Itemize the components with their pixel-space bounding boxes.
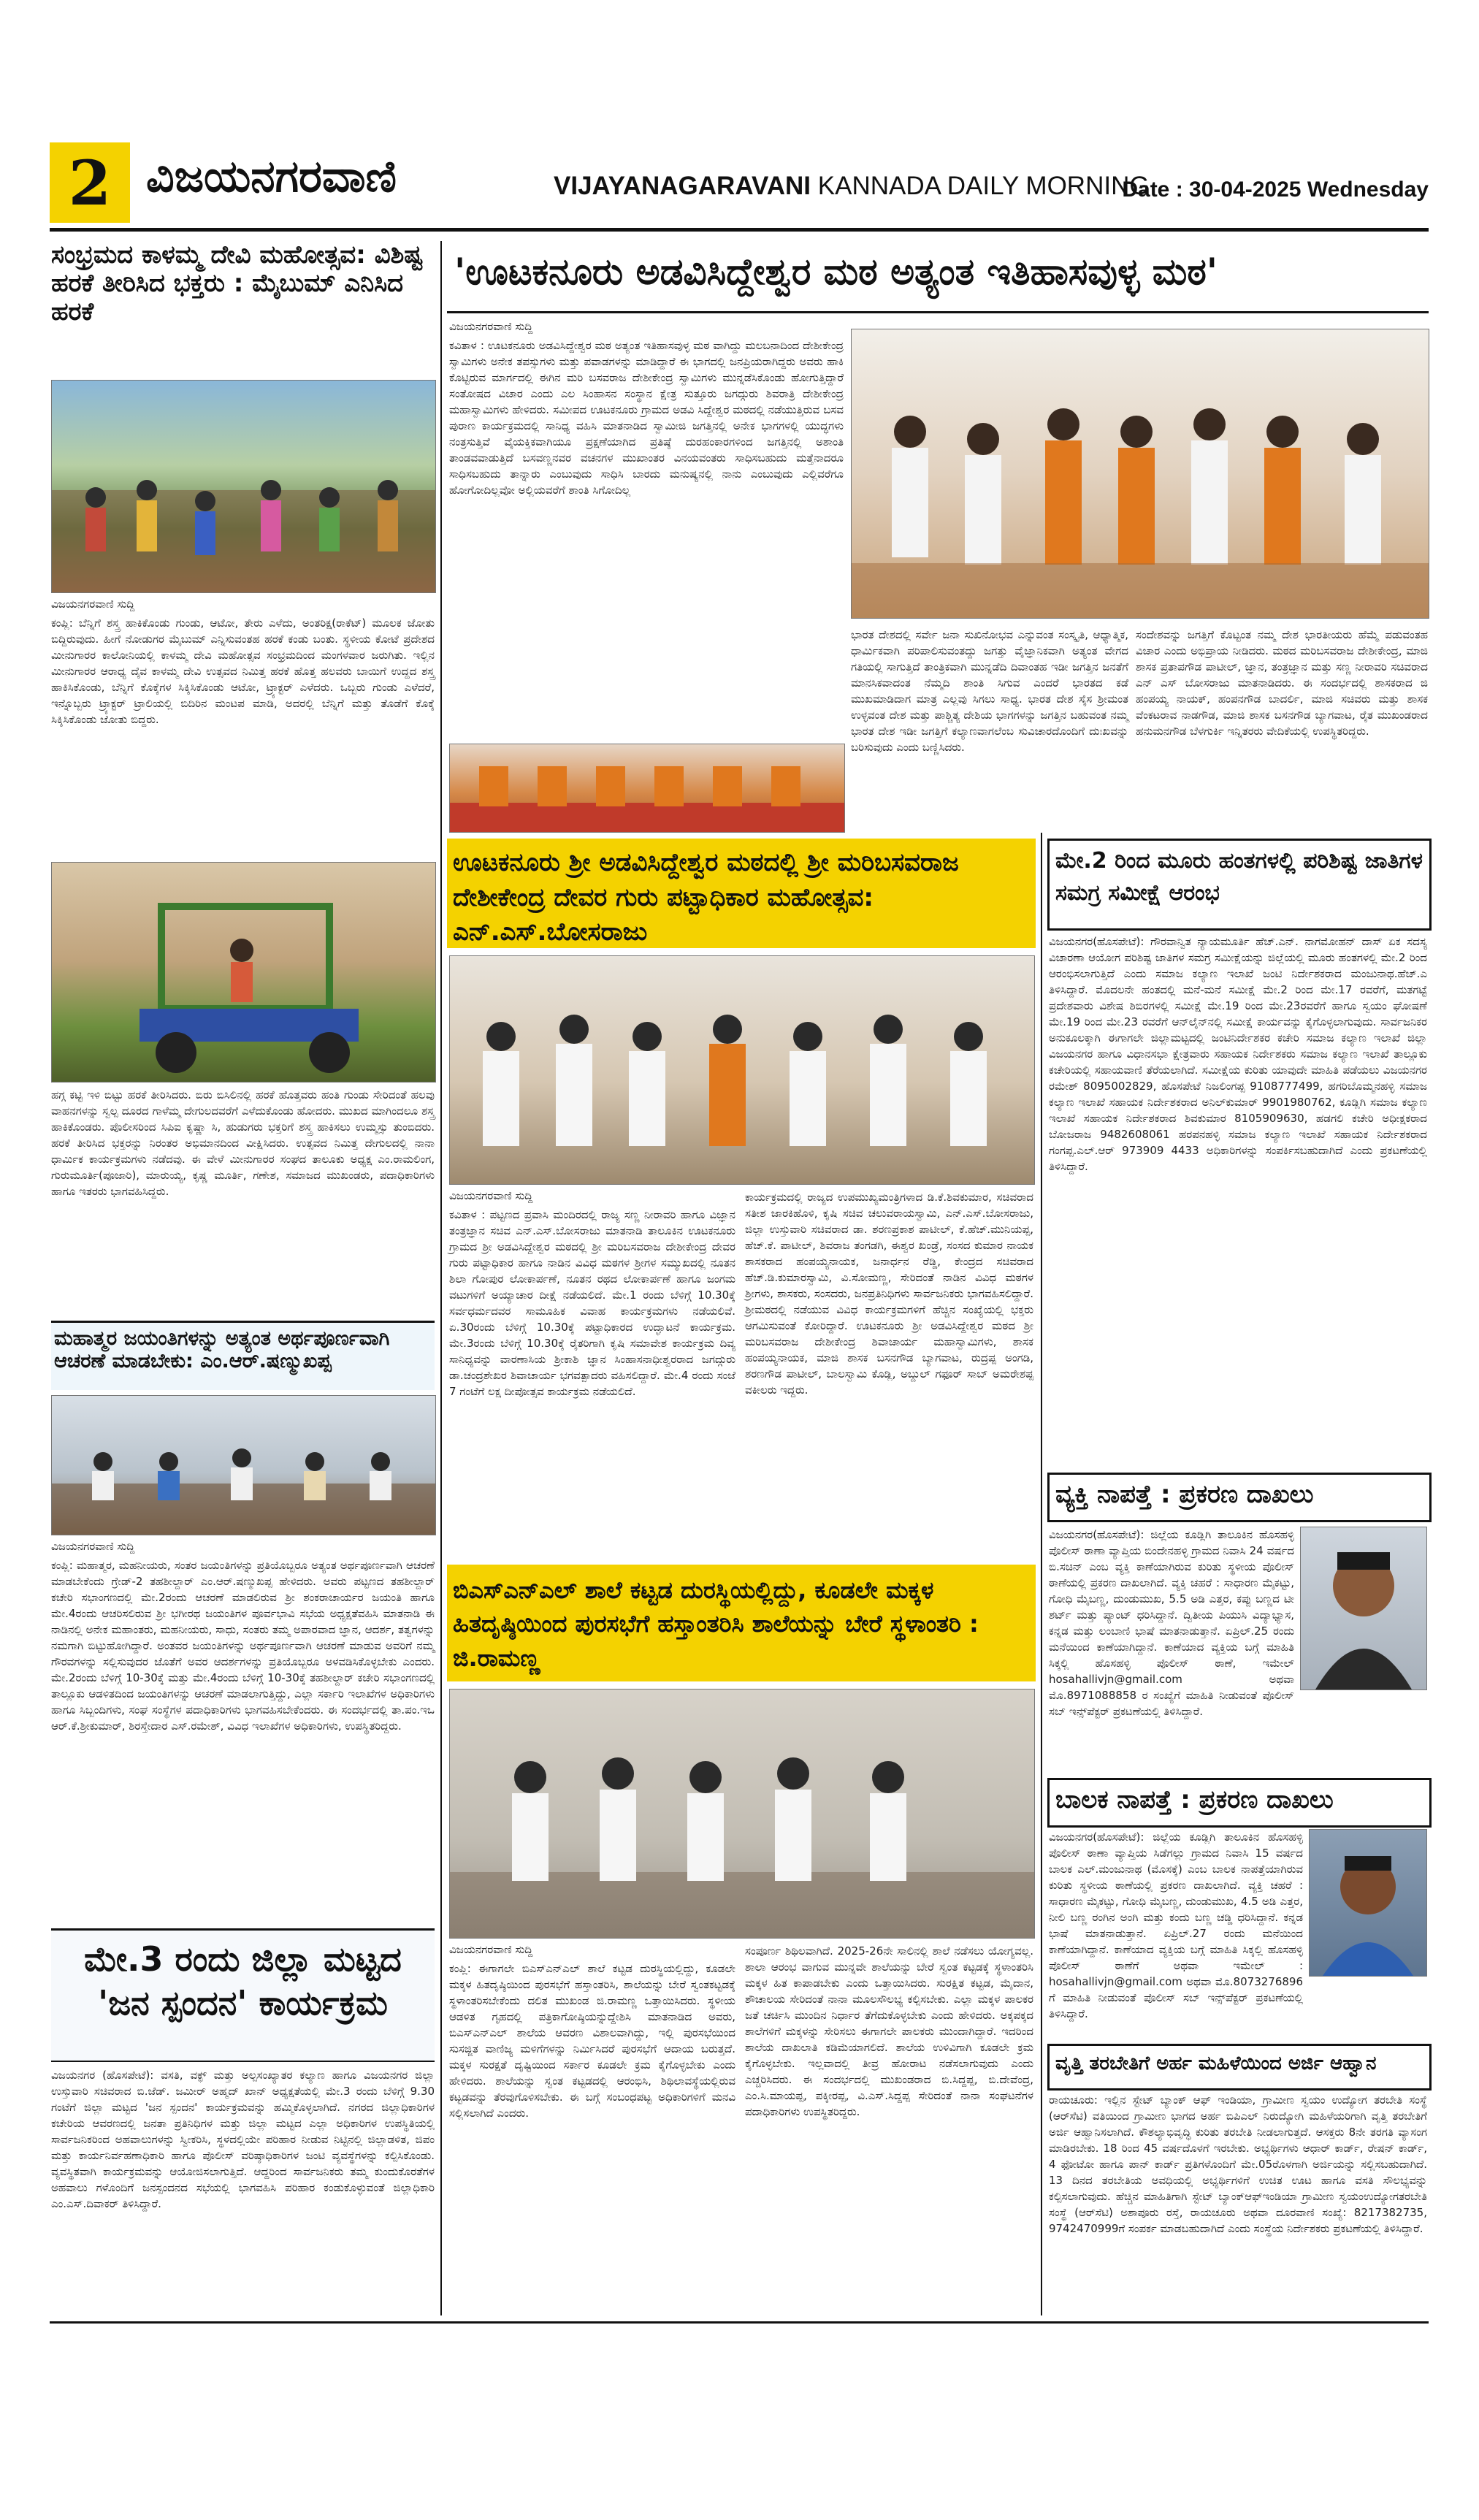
bsnl-photo [449,1689,1035,1939]
press-meet-illustration [450,1689,1034,1938]
stage-illustration [450,744,844,832]
kalamma-body: ಕಂಪ್ಲಿ: ಬೆನ್ನಿಗೆ ಶಸ್ತ್ರ ಹಾಕಿಕೊಂಡು ಗುಂಡು, ಆಟೋ, ತೇರು ಎಳೆದು, ಅಂತರಿಕ್ಷ(ರಾಕೆಟ್) ಮೂಲಕ ಜೋತು ಬಿದ್ದಿರುವುದು. ಹೀಗೆ ನೋಡುಗರ ಮೈಬುಮ್ ಎನ್ನಿಸುವಂತಹ ಹರಕೆ ಕಂಡು ಬಂತು. ಸ್ಥಳೀಯ ಕೋಟೆ ಪ್ರದೇಶದ ಮೀನುಗಾರರ ಕಾಲೋನಿಯಲ್ಲಿ ಕಾಳಮ್ಮ ದೇವಿ ಮಹೋತ್ಸವ ಸಂಭ್ರಮದಿಂದ ಮಂಗಳವಾರ ಜರುಗಿತು. ಇಲ್ಲಿನ ಮೀನುಗಾರರ ಆರಾಧ್ಯ ದೈವ ಕಾಳಮ್ಮ ದೇವಿ ಉತ್ಸವದ ನಿಮಿತ್ತ ಹರಕೆ ಹೊತ್ತ ಹಲವರು ಬಾಯಿಗೆ ಉದ್ದದ ಶಸ್ತ್ರ ಹಾಕಿಸಿಕೊಂಡು, ಬೆನ್ನಿಗೆ ಕೊಕ್ಕೆಗಳ ಸಿಕ್ಕಿಸಿಕೊಂಡು ಆಟೋ, ಟ್ರ್ಯಾಕ್ಟರ್ ಎಳೆದರು. ಒಬ್ಬರು ಗುಂಡು ಎಳೆದರೆ, ಇನ್ನೊಬ್ಬರು ಟ್ರ್ಯಾಕ್ಟರ್ ಟ್ರಾಲಿಯಲ್ಲಿ ಬಿದಿರಿನ ಮಂಟಪ ಮಾಡಿ, ಅದರಲ್ಲಿ ಬೆನ್ನಿಗೆ ಮತ್ತು ತೊಡೆಗೆ ಕೊಕ್ಕೆ ಸಿಕ್ಕಿಸಿಕೊಂಡು ಜೋತು ಬಿದ್ದರು. [51,616,435,726]
brand-english [554,172,1150,201]
column-divider-right [1041,833,1042,2315]
bsnl-byline: ವಿಜಯನಗರವಾಣಿ ಸುದ್ದಿ [449,1943,533,1956]
column-divider-left [440,241,442,2315]
issue-date: Date : 30-04-2025 Wednesday [1122,177,1429,202]
kalamma-body-continued: ಹಗ್ಗ ಕಟ್ಟಿ ಇಳಿ ಬಿಟ್ಟು ಹರಕೆ ತೀರಿಸಿದರು. ಬಿರು ಬಿಸಿಲಿನಲ್ಲಿ ಹರಕೆ ಹೊತ್ತವರು ಹಂತಿ ಗುಂಡು ಸೇರಿದಂತೆ ಹಲವು ವಾಹನಗಳನ್ನು ಸ್ವಲ್ಪ ದೂರದ ಗಾಳೆಮ್ಮ ದೇಗುಲದವರೆಗೆ ಎಳೆದುಕೊಂಡು ಹೋದರು. ಮುಖದ ಮಾಗಿಂದಲೂ ಶಸ್ತ್ರ ಹಾಕಿಕೊಂಡರು. ಪೊಲೀಸರಿಂದ ಸಿಪಿಐ ಕೃಷ್ಣಾ ಸಿ, ಹುಡುಗರು ಭಕ್ತರಿಗೆ ಶಸ್ತ್ರ ಹಾಕಿಸಲು ಉಮ್ಮಸ್ಸು ತುಂಬಿದರು. ಹರಕೆ ತೀರಿಸಿದ ಭಕ್ತರನ್ನು ನಿರಂತರ ಅಭಿಮಾನದಿಂದ ವೀಕ್ಷಿಸಿದರು. ಉತ್ಸವದ ನಿಮಿತ್ತ ದೇಗುಲದಲ್ಲಿ ನಾನಾ ಧಾರ್ಮಿಕ ಕಾರ್ಯಕ್ರಮಗಳು ನಡೆದವು. ಈ ವೇಳೆ ಮೀನುಗಾರರ ಸಂಘದ ತಾಲೂಕು ಅಧ್ಯಕ್ಷ ಎಂ.ರಾಮಲಿಂಗ, ಗುರುಮೂರ್ತಿ(ಪೂಜಾರಿ), ಮಾರುಯ್ಯ, ಕೃಷ್ಣ ಮೂರ್ತಿ, ಗಣೇಶ, ಸಮಾಜದ ಮುಖಂಡರು, ಪದಾಧಿಕಾರಿಗಳು ಹಾಗೂ ಇತರರು ಭಾಗವಹಿಸಿದ್ದರು. [51,1088,435,1198]
janaspandana-body: ವಿಜಯನಗರ (ಹೊಸಪೇಟೆ): ವಸತಿ, ವಕ್ಫ್ ಮತ್ತು ಅಲ್ಪಸಂಖ್ಯಾತರ ಕಲ್ಯಾಣ ಹಾಗೂ ವಿಜಯನಗರ ಜಿಲ್ಲಾ ಉಸ್ತುವಾರಿ ಸಚಿವರಾದ ಬಿ.ಜೆಡ್. ಜಮೀರ್ ಅಹ್ಮದ್ ಖಾನ್ ಅಧ್ಯಕ್ಷತೆಯಲ್ಲಿ ಮೇ.3 ರಂದು ಬೆಳಿಗ್ಗೆ 9.30 ಗಂಟೆಗೆ ಜಿಲ್ಲಾ ಮಟ್ಟದ 'ಜನ ಸ್ಪಂದನ' ಕಾರ್ಯಕ್ರಮವನ್ನು ಹಮ್ಮಿಕೊಳ್ಳಲಾಗಿದೆ. ನಗರದ ಜಿಲ್ಲಾಧಿಕಾರಿಗಳ ಕಚೇರಿಯ ಆವರಣದಲ್ಲಿ ಜನತಾ ಪ್ರತಿನಿಧಿಗಳ ಮತ್ತು ಜಿಲ್ಲಾ ಮಟ್ಟದ ಎಲ್ಲಾ ಅಧಿಕಾರಿಗಳ ಉಪಸ್ಥಿತಿಯಲ್ಲಿ ಸಾರ್ವಜನಿಕರಿಂದ ಅಹವಾಲುಗಳನ್ನು ಸ್ವೀಕರಿಸಿ, ಸ್ಥಳದಲ್ಲಿಯೇ ಪರಿಹಾರ ನೀಡುವ ನಿಟ್ಟಿನಲ್ಲಿ ಜಿಲ್ಲಾಡಳಿತ, ಜಿಪಂ ಮತ್ತು ಕಾರ್ಯನಿರ್ವಹಣಾಧಿಕಾರಿ ಹಾಗೂ ಪೊಲೀಸ್ ವರಿಷ್ಠಾಧಿಕಾರಿಗಳ ಜಂಟಿ ವ್ಯವಸ್ಥೆಗಳನ್ನು ಕಲ್ಪಿಸಿಕೊಂಡು. ವ್ಯವಸ್ಥಿತವಾಗಿ ಕಾರ್ಯಕ್ರಮವನ್ನು ಆಯೋಜಿಸಲಾಗುತ್ತಿದೆ. ಆದ್ದರಿಂದ ಸಾರ್ವಜನಿಕರು ತಮ್ಮ ಕುಂದುಕೊರತೆಗಳ ಅಹವಾಲು ಗಳೊಂದಿಗೆ ಜನಸ್ಪಂದನದ ಸಭೆಯಲ್ಲಿ ಭಾಗವಹಿಸಿ ಪರಿಹಾರ ಕಂಡುಕೊಳ್ಳುವಂತೆ ಜಿಲ್ಲಾಧಿಕಾರಿ ಎಂ.ಎಸ್.ದಿವಾಕರ್ ತಿಳಿಸಿದ್ದಾರೆ. [51,2069,435,2210]
missing-man-photo [1300,1527,1427,1690]
pattadhikara-photo [449,955,1035,1185]
missing-man-headline: ವ್ಯಕ್ತಿ ನಾಪತ್ತೆ : ಪ್ರಕರಣ ದಾಖಲು [1055,1480,1314,1509]
bsnl-body: ಕಂಪ್ಲಿ: ಈಗಾಗಲೇ ಬಿಎಸ್ಎನ್ಎಲ್ ಶಾಲೆ ಕಟ್ಟಡ ದುರಸ್ಥಿಯಲ್ಲಿದ್ದು, ಕೂಡಲೇ ಮಕ್ಕಳ ಹಿತದೃಷ್ಠಿಯಿಂದ ಪುರಸಭೆಗೆ ಹಸ್ತಾಂತರಿಸಿ, ಶಾಲೆಯನ್ನು ಬೇರೆ ಸ್ವಂತಕಟ್ಟಡಕ್ಕೆ ಸ್ಥಳಾಂತರಿಸಬೇಕೆಂದು ದಲಿತ ಮುಖಂಡ ಜಿ.ರಾಮಣ್ಣ ಒತ್ತಾಯಿಸಿದರು. ಸ್ಥಳೀಯ ಆಡಳಿತ ಗೃಹದಲ್ಲಿ ಪತ್ರಿಕಾಗೋಷ್ಠಿಯನ್ನುದ್ದೇಶಿಸಿ ಮಾತನಾಡಿದ ಅವರು, ಬಿಎಸ್ಎನ್ಎಲ್ ಶಾಲೆಯ ಆವರಣ ವಿಶಾಲವಾಗಿದ್ದು, ಇಲ್ಲಿ ಪುರಸಭೆಯಿಂದ ಸುಸಜ್ಜಿತ ವಾಣಿಜ್ಯ ಮಳಿಗೆಗಳನ್ನು ನಿರ್ಮಿಸಿದರೆ ಪುರಸಭೆಗೆ ಆದಾಯ ಬರುತ್ತದೆ. ಮಕ್ಕಳ ಸುರಕ್ಷತೆ ದೃಷ್ಟಿಯಿಂದ ಸರ್ಕಾರ ಕೂಡಲೇ ಕ್ರಮ ಕೈಗೊಳ್ಳಬೇಕು ಎಂದು ಹೇಳಿದರು. ಶಾಲೆಯನ್ನು ಸ್ವಂತ ಕಟ್ಟಡದಲ್ಲಿ ಆರಂಭಿಸಿ, ಶಿಥಿಲಾವಸ್ಥೆಯಲ್ಲಿರುವ ಕಟ್ಟಡವನ್ನು ತೆರವುಗೊಳಿಸಬೇಕು. ಈ ಬಗ್ಗೆ ಸಂಬಂಧಪಟ್ಟ ಅಧಿಕಾರಿಗಳಿಗೆ ಮನವಿ ಸಲ್ಲಿಸಲಾಗಿದೆ ಎಂದರು. [449,1962,735,2120]
brand-kannada: ವಿಜಯನಗರವಾಣಿ [146,151,397,202]
pattadhikara-byline: ವಿಜಯನಗರವಾಣಿ ಸುದ್ದಿ [449,1189,533,1202]
meeting-illustration [52,1396,435,1535]
person-icon [1301,1527,1426,1689]
training-body: ರಾಯಚೂರು: ಇಲ್ಲಿನ ಸ್ಟೇಟ್ ಬ್ಯಾಂಕ್ ಆಫ್ ಇಂಡಿಯಾ, ಗ್ರಾಮೀಣ ಸ್ವಯಂ ಉದ್ಯೋಗ ತರಬೇತಿ ಸಂಸ್ಥೆ (ಆರ್‌ಸೆಟಿ) ವತಿಯಿಂದ ಗ್ರಾಮೀಣ ಭಾಗದ ಅರ್ಹ ಬಿಪಿಎಲ್ ನಿರುದ್ಯೋಗಿ ಮಹಿಳೆಯರಿಗಾಗಿ ವೃತ್ತಿ ತರಬೇತಿಗೆ ಅರ್ಜಿ ಆಹ್ವಾನಿಸಲಾಗಿದೆ. ಕೌಶಲ್ಯಾಭಿವೃದ್ಧಿ ಕುರಿತು ತರಬೇತಿ ನೀಡಲಾಗುತ್ತದೆ. ಆಸಕ್ತರು 8ನೇ ತರಗತಿ ವ್ಯಾಸಂಗ ಮಾಡಿರಬೇಕು. 18 ರಿಂದ 45 ವರ್ಷದೊಳಗೆ ಇರಬೇಕು. ಅಭ್ಯರ್ಥಿಗಳು ಆಧಾರ್ ಕಾರ್ಡ್, ರೇಷನ್ ಕಾರ್ಡ್, 4 ಫೋಟೋ ಹಾಗೂ ಪಾನ್ ಕಾರ್ಡ್ ಪ್ರತಿಗಳೊಂದಿಗೆ ಮೇ.05ರೊಳಗಾಗಿ ಅರ್ಜಿಯನ್ನು ಸಲ್ಲಿಸಬಹುದಾಗಿದೆ. 13 ದಿನದ ತರಬೇತಿಯ ಅವಧಿಯಲ್ಲಿ ಅಭ್ಯರ್ಥಿಗಳಿಗೆ ಉಚಿತ ಊಟ ಹಾಗೂ ವಸತಿ ಸೌಲಭ್ಯವನ್ನು ಕಲ್ಪಿಸಲಾಗುವುದು. ಹೆಚ್ಚಿನ ಮಾಹಿತಿಗಾಗಿ ಸ್ಟೇಟ್ ಬ್ಯಾಂಕ್‌ಆಫ್‌ಇಂಡಿಯಾ ಗ್ರಾಮೀಣ ಸ್ವಯಂಉದ್ಯೋಗತರಬೇತಿ ಸಂಸ್ಥೆ (ಆರ್‌ಸೆಟಿ) ಅಶಾಪೂರು ರಸ್ತೆ, ರಾಯಚೂರು ಅಥವಾ ದೂರವಾಣಿ ಸಂಖ್ಯೆ: 8217382735, 9742470999ಗೆ ಸಂಪರ್ಕ ಮಾಡಬಹುದಾಗಿದೆ ಎಂದು ಸಂಸ್ಥೆಯ ನಿರ್ದೇಶಕರು ಪ್ರಕಟಣೆಯಲ್ಲಿ ತಿಳಿಸಿದ್ದಾರೆ. [1049,2093,1427,2235]
kalamma-byline: ವಿಜಯನಗರವಾಣಿ ಸುದ್ದಿ [51,597,135,611]
shanmukhappa-headline: ಮಹಾತ್ಮರ ಜಯಂತಿಗಳನ್ನು ಅತ್ಯಂತ ಅರ್ಥಪೂರ್ಣವಾಗಿ ಆಚರಣೆ ಮಾಡಬೇಕು: ಎಂ.ಆರ್.ಷಣ್ಮುಖಪ್ಪ [54,1327,390,1373]
ootakanur-body-continued: ಭಾರತ ದೇಶದಲ್ಲಿ ಸರ್ವೇ ಜನಾ ಸುಖಿನೋಭವ ಎನ್ನುವಂತ ಸಂಸ್ಕೃತಿ, ಆಧ್ಯಾತ್ಮಿಕ, ಧಾರ್ಮಿಕವಾಗಿ ಪರಿಪಾಲಿಸುವಂತದ್ದು ಜಗತ್ತು ವೈಜ್ಞಾನಿಕವಾಗಿ ಅತ್ಯಂತ ವೇಗದ ಗತಿಯಲ್ಲಿ ಸಾಗುತ್ತಿದೆ ತಾಂತ್ರಿಕವಾಗಿ ಮುನ್ನಡೆದಿ ದಿವಾಂತಹ ಇಡೀ ಜಗತ್ತಿನ ಜನತೆಗೆ ಮಾನಸಿಕವಾದಂತ ನೆಮ್ಮದಿ ಶಾಂತಿ ಸಿಗುವ ಎಂದರೆ ಭಾರತದ ಕಡೆ ಮುಖಮಾಡಿದಾಗ ಮಾತ್ರ ಎಲ್ಲವು ಸಿಗಲು ಸಾಧ್ಯ. ಭಾರತ ದೇಶ ಸೈಸ ಶ್ರೀಮಂತ ಉಳ್ಳವಂತ ದೇಶ ಮತ್ತು ಪಾಶ್ಚಿತ್ಯ ದೇಶಿಯ ಭಾಗಗಳನ್ನು ಜಗತ್ತಿನ ಬಹುವಂತ ನಮ್ಮ ಭಾರತ ದೇಶ ಇಡೀ ಜಗತ್ತಿಗೆ ಕಲ್ಯಾಣವಾಗಲೆಂಬ ಸುವಿಚಾರದೊಂದಿಗೆ ದುಃಖವನ್ನು ಬರಿಸುವುದು ಎಂದು ಬಣ್ಣಿಸಿದರು. [851,628,1128,754]
missing-man-body: ವಿಜಯನಗರ(ಹೊಸಪೇಟೆ): ಜಿಲ್ಲೆಯ ಕೂಡ್ಲಿಗಿ ತಾಲೂಕಿನ ಹೊಸಹಳ್ಳಿ ಪೊಲೀಸ್ ಠಾಣಾ ವ್ಯಾಪ್ತಿಯ ಬಿಂದೇನಹಳ್ಳಿ ಗ್ರಾಮದ ನಿವಾಸಿ 24 ವರ್ಷದ ಬಿ.ಸಚಿನ್ ಎಂಬ ವ್ಯಕ್ತಿ ಕಾಣೆಯಾಗಿರುವ ಕುರಿತು ಸ್ಥಳೀಯ ಪೊಲೀಸ್ ಠಾಣೆಯಲ್ಲಿ ಪ್ರಕರಣ ದಾಖಲಾಗಿದೆ. ವ್ಯಕ್ತಿ ಚಹರೆ : ಸಾಧಾರಣ ಮೈಕಟ್ಟು, ಗೋಧಿ ಮೈಬಣ್ಣ, ದುಂಡುಮುಖ, 5.5 ಅಡಿ ಎತ್ತರ, ಕಪ್ಪು ಬಣ್ಣದ ಟೀ ಶರ್ಟ್ ಮತ್ತು ಪ್ಯಾಂಟ್ ಧರಿಸಿದ್ದಾನೆ. ದ್ವಿತೀಯ ಪಿಯುಸಿ ವಿದ್ಯಾಭ್ಯಾಸ, ಕನ್ನಡ ಮತ್ತು ಲಂಬಾಣಿ ಭಾಷೆ ಮಾತನಾಡುತ್ತಾನೆ. ಏಪ್ರಿಲ್.25 ರಂದು ಮನೆಯಿಂದ ಕಾಣೆಯಾಗಿದ್ದಾನೆ. ಕಾಣೆಯಾದ ವ್ಯಕ್ತಿಯ ಬಗ್ಗೆ ಮಾಹಿತಿ ಸಿಕ್ಕಲ್ಲಿ ಹೊಸಹಳ್ಳಿ ಪೊಲೀಸ್ ಠಾಣೆ, ಇಮೇಲ್ hosahallivjn@gmail.com ಅಥವಾ ಮೊ.8971088858 ರ ಸಂಖ್ಯೆಗೆ ಮಾಹಿತಿ ನೀಡುವಂತೆ ಪೊಲೀಸ್ ಸಬ್ ಇನ್ಸ್‌ಪೆಕ್ಟರ್ ಪ್ರಕಟಣೆಯಲ್ಲಿ ತಿಳಿಸಿದ್ದಾರೆ. [1049,1528,1294,1718]
janaspandana-banner [51,1928,435,2062]
tractor-illustration [52,863,435,1082]
kalamma-photo-1 [51,380,436,593]
bsnl-body-continued: ಸಂಪೂರ್ಣ ಶಿಥಿಲವಾಗಿದೆ. 2025-26ನೇ ಸಾಲಿನಲ್ಲಿ ಶಾಲೆ ನಡೆಸಲು ಯೋಗ್ಯವಲ್ಲ. ಶಾಲಾ ಆರಂಭ ವಾಗುವ ಮುನ್ನವೇ ಶಾಲೆಯನ್ನು ಬೇರೆ ಸ್ವಂತ ಕಟ್ಟಡಕ್ಕೆ ಸ್ಥಳಾಂತರಿಸಿ ಮಕ್ಕಳ ಹಿತ ಕಾಪಾಡಬೇಕು ಎಂದು ಒತ್ತಾಯಿಸಿದರು. ಸುರಕ್ಷಿತ ಕಟ್ಟಡ, ಮೈದಾನ, ಶೌಚಾಲಯ ಸೇರಿದಂತೆ ನಾನಾ ಮೂಲಸೌಲಭ್ಯ ಕಲ್ಪಿಸಬೇಕು. ಎಲ್ಲಾ ಮಕ್ಕಳ ಪಾಲಕರ ಜತೆ ಚರ್ಚಿಸಿ ಮುಂದಿನ ನಿರ್ಧಾರ ತೆಗೆದುಕೊಳ್ಳಬೇಕು ಎಂದು ಹೇಳಿದರು. ಅಕ್ಕಪಕ್ಕದ ಶಾಲೆಗಳಿಗೆ ಮಕ್ಕಳನ್ನು ಸೇರಿಸಲು ಈಗಾಗಲೇ ಪಾಲಕರು ಮುಂದಾಗಿದ್ದಾರೆ. ಇದರಿಂದ ಶಾಲೆಯ ದಾಖಲಾತಿ ಕಡಿಮೆಯಾಗಲಿದೆ. ಶಾಲೆಯ ಉಳಿವಿಗಾಗಿ ಕೂಡಲೇ ಕ್ರಮ ಕೈಗೊಳ್ಳಬೇಕು. ಇಲ್ಲವಾದಲ್ಲಿ ತೀವ್ರ ಹೋರಾಟ ನಡೆಸಲಾಗುವುದು ಎಂದು ಎಚ್ಚರಿಸಿದರು. ಈ ಸಂದರ್ಭದಲ್ಲಿ ಮುಖಂಡರಾದ ಬಿ.ಸಿದ್ದಪ್ಪ, ಬಿ.ದೇವೆಂದ್ರ, ಎಂ.ಸಿ.ಮಾಯಪ್ಪ, ಪಕ್ಕೀರಪ್ಪ, ವಿ.ಎಸ್.ಸಿದ್ದಪ್ಪ ಸೇರಿದಂತೆ ನಾನಾ ಸಂಘಟನೆಗಳ ಪದಾಧಿಕಾರಿಗಳು ಉಪಸ್ಥಿತರಿದ್ದರು. [745,1944,1033,2118]
ootakanur-photo-stage [449,744,845,833]
ootakanur-headline: 'ಊಟಕನೂರು ಅಡವಿಸಿದ್ದೇಶ್ವರ ಮಠ ಅತ್ಯಂತ ಇತಿಹಾಸವುಳ್ಳ ಮಠ' [454,251,1218,293]
survey-headline: ಮೇ.2 ರಿಂದ ಮೂರು ಹಂತಗಳಲ್ಲಿ ಪರಿಶಿಷ್ಟ ಜಾತಿಗಳ ಸಮಗ್ರ ಸಮೀಕ್ಷೆ ಆರಂಭ [1055,848,1423,906]
missing-boy-headline: ಬಾಲಕ ನಾಪತ್ತೆ : ಪ್ರಕರಣ ದಾಖಲು [1055,1785,1334,1814]
missing-man-banner [1047,1473,1432,1522]
kalamma-headline: ಸಂಭ್ರಮದ ಕಾಳಮ್ಮ ದೇವಿ ಮಹೋತ್ಸವ: ವಿಶಿಷ್ಟ ಹರಕೆ ತೀರಿಸಿದ ಭಕ್ತರು : ಮೈಬುಮ್ ಎನಿಸಿದ ಹರಕೆ [51,240,423,327]
shanmukhappa-byline: ವಿಜಯನಗರವಾಣಿ ಸುದ್ದಿ [51,1540,135,1553]
page-number: 2 [50,142,130,223]
masthead [50,142,1429,223]
bsnl-headline: ಬಿಎಸ್ಎನ್ಎಲ್ ಶಾಲೆ ಕಟ್ಟಡ ದುರಸ್ಥಿಯಲ್ಲಿದ್ದು, ಕೂಡಲೇ ಮಕ್ಕಳ ಹಿತದೃಷ್ಠಿಯಿಂದ ಪುರಸಭೆಗೆ ಹಸ್ತಾಂತರಿಸಿ ಶಾಲೆಯನ್ನು ಬೇರೆ ಸ್ಥಳಾಂತರಿ : ಜಿ.ರಾಮಣ್ಣ [453,1576,979,1672]
kalamma-photo-2 [51,862,436,1083]
meeting-photo [51,1395,436,1535]
masthead-rule [50,228,1429,232]
pattadhikara-body-continued: ಕಾರ್ಯಕ್ರಮದಲ್ಲಿ ರಾಜ್ಯದ ಉಪಮುಖ್ಯಮಂತ್ರಿಗಳಾದ ಡಿ.ಕೆ.ಶಿವಕುಮಾರ, ಸಚಿವರಾದ ಸತೀಶ ಜಾರಕಿಹೊಳಿ, ಕೃಷಿ ಸಚಿವ ಚಲುವರಾಯಸ್ವಾಮಿ, ಎನ್.ಎಸ್.ಬೋಸರಾಜು, ಜಿಲ್ಲಾ ಉಸ್ತುವಾರಿ ಸಚಿವರಾದ ಡಾ. ಶರಣಪ್ರಕಾಶ ಪಾಟೀಲ್, ಕೆ.ಹೆಚ್.ಮುನಿಯಪ್ಪ, ಹೆಚ್.ಕೆ. ಪಾಟೀಲ್, ಶಿವರಾಜ ತಂಗಡಗಿ, ಈಶ್ವರ ಖಂಡ್ರೆ, ಸಂಸದ ಕುಮಾರ ನಾಯಕ ಶಾಸಕರಾದ ಹಂಪಯ್ಯನಾಯಕ, ಜನಾರ್ಧನ ರೆಡ್ಡಿ, ಕೇಂದ್ರದ ಸಚಿವರಾದ ಹೆಚ್.ಡಿ.ಕುಮಾರಸ್ವಾಮಿ, ವಿ.ಸೋಮಣ್ಣ, ಸೇರಿದಂತೆ ನಾಡಿನ ವಿವಿಧ ಮಠಗಳ ಶ್ರೀಗಳು, ಶಾಸಕರು, ಸಂಸದರು, ಜನಪ್ರತಿನಿಧಿಗಳು ಸಾರ್ವಜನಿಕರು ಭಾಗವಹಿಸಲಿದ್ದಾರೆ. ಶ್ರೀಮಠದಲ್ಲಿ ನಡೆಯುವ ವಿವಿಧ ಕಾರ್ಯಕ್ರಮಗಳಿಗೆ ಹೆಚ್ಚಿನ ಸಂಖ್ಯೆಯಲ್ಲಿ ಭಕ್ತರು ಆಗಮಿಸುವಂತೆ ಕೋರಿದ್ದಾರೆ. ಊಟಕನೂರು ಶ್ರೀ ಅಡವಿಸಿದ್ದೇಶ್ವರ ಮಠದ ಶ್ರೀ ಮರಿಬಸವರಾಜ ದೇಶೀಕೇಂದ್ರ ಶಿವಾಚಾರ್ಯ ಮಹಾಸ್ವಾಮಿಗಳು, ಶಾಸಕ ಹಂಪಯ್ಯನಾಯಕ, ಮಾಜಿ ಶಾಸಕ ಬಸನಗೌಡ ಬ್ಯಾಗವಾಟ, ರುದ್ರಪ್ಪ ಅಂಗಡಿ, ಶರಣಗೌಡ ಪಾಟೀಲ್, ಬಾಲಸ್ವಾಮಿ ಕೊಡ್ಲಿ, ಅಬ್ದುಲ್ ಗಫೂರ್ ಸಾಬ್ ಅಮರೇಶಪ್ಪ ವಕೀಲರು ಇದ್ದರು. [745,1191,1033,1397]
footer-rule [50,2321,1429,2324]
crowd-illustration [52,381,435,592]
brand-english-bold: VIJAYANAGARAVANI [554,172,811,200]
ootakanur-body: ಕವಿತಾಳ : ಊಟಕನೂರು ಅಡವಿಸಿದ್ದೇಶ್ವರ ಮಠ ಅತ್ಯಂತ ಇತಿಹಾಸವುಳ್ಳ ಮಠ ವಾಗಿದ್ದು ಮಲಬನಾದಿಂದ ದೇಶೀಕೇಂದ್ರ ಸ್ವಾಮಿಗಳು ಅನೇಕ ತಪಸ್ಸುಗಳು ಮತ್ತು ಪವಾಡಗಳನ್ನು ಮಾಡಿದ್ದಾರೆ ಈ ಭಾಗದಲ್ಲಿ ಜನಪ್ರಿಯರಾಗಿದ್ದರು ಅವರು ಹಾಕಿ ಕೊಟ್ಟಿರುವ ಮಾರ್ಗದಲ್ಲಿ ಈಗಿನ ಮರಿ ಬಸವರಾಜ ದೇಶೀಕೇಂದ್ರ ಸ್ವಾಮಿಗಳು ಮುನ್ನಡೆಸಿಕೊಂಡು ಹೋಗುತ್ತಿದ್ದಾರೆ ಸಂತೋಷದ ವಿಚಾರ ಎಂದು ಎಲ ಸಿಂಹಾಸನ ಸಂಸ್ಥಾನ ಕ್ಷೇತ್ರ ಸುತ್ತೂರು ಜಗದ್ಗುರು ಶಿವರಾತ್ರಿ ದೇಶೀಕೇಂದ್ರ ಮಹಾಸ್ವಾಮಿಗಳು ಹೇಳಿದರು. ಸಮೀಪದ ಊಟಕನೂರು ಗ್ರಾಮದ ಅಡವಿ ಸಿದ್ದೇಶ್ವರ ಮಠದಲ್ಲಿ ನಡೆಯುತ್ತಿರುವ ಬಸವ ಪುರಾಣ ಕಾರ್ಯಕ್ರಮದಲ್ಲಿ ಸಾನಿಧ್ಯ ವಹಿಸಿ ಮಾತನಾಡಿದ ಸ್ವಾಮೀಜಿ ಜಗತ್ತಿನಲ್ಲಿ ಅನೇಕ ಭಾಗಗಳಲ್ಲಿ ಯುದ್ಧಗಳು ನಂತ್ರಸುತ್ತಿವೆ ವೈಯಕ್ತಿಕವಾಗಿಯೂ ಪ್ರಕ್ಷಣೆಯಾಗಿದ ಪ್ರತಿಷ್ಠೆ ದುರಹಂಕಾರಗಳಿಂದ ಜಗತ್ತಿನಲ್ಲಿ ಅಶಾಂತಿ ತಾಂಡವವಾಡುತ್ತಿದೆ ಬಸವಣ್ಣನವರ ವಚನಗಳ ಮುಖಾಂತರ ವಿನಯವಂತರು ಸಾಧಿಸಬಹುದು ಮತ್ತೆನಾದರೂ ಸಾಧಿಸಬಹುದು ತಾನ್ನಾರು ಎಂಬುವುದು ಸಾಧಿಸಿ ಬಾರದು ಮನುಷ್ಯನಲ್ಲಿ ನಾನು ಎಂಬುವುದು ಎಲ್ಲಿವರೆಗೂ ಹೋಗೋದಿಲ್ಲವೋ ಅಲ್ಲಿಯವರೆಗೆ ಶಾಂತಿ ಸಿಗೋದಿಲ್ಲ [449,339,844,497]
bsnl-banner [447,1565,1036,1681]
pattadhikara-body: ಕವಿತಾಳ : ಪಟ್ಟಣದ ಪ್ರವಾಸಿ ಮಂದಿರದಲ್ಲಿ ರಾಜ್ಯ ಸಣ್ಣ ನೀರಾವರಿ ಹಾಗೂ ವಿಜ್ಞಾನ ತಂತ್ರಜ್ಞಾನ ಸಚಿವ ಎನ್.ಎಸ್.ಬೋಸರಾಜು ಮಾತನಾಡಿ ತಾಲೂಕಿನ ಊಟಕನೂರು ಗ್ರಾಮದ ಶ್ರೀ ಅಡವಿಸಿದ್ದೇಶ್ವರ ಮಠದಲ್ಲಿ ಶ್ರೀ ಮರಿಬಸವರಾಜ ದೇಶೀಕೇಂದ್ರ ದೇವರ ಗುರು ಪಟ್ಟಾಧಿಕಾರ ಹಾಗೂ ನಾಡಿನ ವಿವಿಧ ಮಠಗಳ ಶ್ರೀಗಳ ಸಮ್ಮುಖದಲ್ಲಿ ನೂತನ ಶಿಲಾ ಗೋಪುರ ಲೋಕಾರ್ಪಣೆ, ನೂತನ ರಥದ ಲೋಕಾರ್ಪಣೆ ಹಾಗೂ ಜಂಗಮ ವಟುಗಳಿಗೆ ಅಯ್ಯಾಚಾರ ದೀಕ್ಷೆ ನಡೆಯಲಿದೆ. ಮೇ.1 ರಂದು ಬೆಳಿಗ್ಗೆ 10.30ಕ್ಕೆ ಸರ್ವಧರ್ಮದವರ ಸಾಮೂಹಿಕ ವಿವಾಹ ಕಾರ್ಯಕ್ರಮಗಳು ನಡೆಯಲಿವೆ. ಏ.30ರಂದು ಬೆಳಿಗ್ಗೆ 10.30ಕ್ಕೆ ಪಟ್ಟಾಧಿಕಾರದ ಉದ್ಘಾಟನೆ ಕಾರ್ಯಕ್ರಮ. ಮೇ.3ರಂದು ಬೆಳಿಗ್ಗೆ 10.30ಕ್ಕೆ ರೈತರಿಗಾಗಿ ಕೃಷಿ ಸಮಾವೇಶ ಕಾರ್ಯಕ್ರಮ ದಿವ್ಯ ಸಾನಿಧ್ಯವನ್ನು ವಾರಣಾಸಿಯ ಶ್ರೀಕಾಶಿ ಜ್ಞಾನ ಸಿಂಹಾಸನಾಧೀಶ್ವರರಾದ ಜಗದ್ಗುರು ಡಾ.ಚಂದ್ರಶೇಖರ ಶಿವಾಚಾರ್ಯ ಭಗವತ್ಪಾದರು ವಹಿಸಲಿದ್ದಾರೆ. ಮೇ.4 ರಂದು ಸಂಜೆ 7 ಗಂಟೆಗೆ ಲಕ್ಷ ದೀಪೋತ್ಸವ ಕಾರ್ಯಕ್ರಮ ನಡೆಯಲಿದೆ. [449,1208,735,1398]
janaspandana-headline: ಮೇ.3 ರಂದು ಜಿಲ್ಲಾ ಮಟ್ಟದ 'ಜನ ಸ್ಪಂದನ' ಕಾರ್ಯಕ್ರಮ [84,1939,402,2023]
missing-boy-body: ವಿಜಯನಗರ(ಹೊಸಪೇಟೆ): ಜಿಲ್ಲೆಯ ಕೂಡ್ಲಿಗಿ ತಾಲೂಕಿನ ಹೊಸಹಳ್ಳಿ ಪೊಲೀಸ್ ಠಾಣಾ ವ್ಯಾಪ್ತಿಯ ಸಿಡೆಗಲ್ಲು ಗ್ರಾಮದ ನಿವಾಸಿ 15 ವರ್ಷದ ಬಾಲಕ ಎಲ್.ಮಂಜುನಾಥ (ಮೊಸಕ್ಕೆ) ಎಂಬ ಬಾಲಕ ನಾಪತ್ತೆಯಾಗಿರುವ ಕುರಿತು ಸ್ಥಳೀಯ ಠಾಣೆಯಲ್ಲಿ ಪ್ರಕರಣ ದಾಖಲಾಗಿದೆ. ವ್ಯಕ್ತಿ ಚಹರೆ : ಸಾಧಾರಣ ಮೈಕಟ್ಟು, ಗೋಧಿ ಮೈಬಣ್ಣ, ದುಂಡುಮುಖ, 4.5 ಅಡಿ ಎತ್ತರ, ನೀಲಿ ಬಣ್ಣ ರಂಗಿನ ಅಂಗಿ ಮತ್ತು ಕಂದು ಬಣ್ಣ ಚಡ್ಡಿ ಧರಿಸಿದ್ದಾನೆ. ಕನ್ನಡ ಭಾಷೆ ಮಾತನಾಡುತ್ತಾನೆ. ಏಪ್ರಿಲ್.27 ರಂದು ಮನೆಯಿಂದ ಕಾಣೆಯಾಗಿದ್ದಾನೆ. ಕಾಣೆಯಾದ ವ್ಯಕ್ತಿಯ ಬಗ್ಗೆ ಮಾಹಿತಿ ಸಿಕ್ಕಲ್ಲಿ ಹೊಸಹಳ್ಳಿ ಪೊಲೀಸ್ ಠಾಣೆಗೆ ಅಥವಾ ಇಮೇಲ್ : hosahallivjn@gmail.com ಅಥವಾ ಮೊ.8073276896 ಗೆ ಮಾಹಿತಿ ನೀಡುವಂತೆ ಪೊಲೀಸ್ ಸಬ್ ಇನ್ಸ್‌ಪೆಕ್ಟರ್ ಪ್ರಕಟಣೆಯಲ್ಲಿ ತಿಳಿಸಿದ್ದಾರೆ. [1049,1830,1303,2020]
person-icon [1310,1830,1426,1976]
pattadhikara-headline: ಊಟಕನೂರು ಶ್ರೀ ಅಡವಿಸಿದ್ದೇಶ್ವರ ಮಠದಲ್ಲಿ ಶ್ರೀ ಮರಿಬಸವರಾಜ ದೇಶೀಕೇಂದ್ರ ದೇವರ ಗುರು ಪಟ್ಟಾಧಿಕಾರ ಮಹೋತ್ಸವ: ಎನ್.ಎಸ್.ಬೋಸರಾಜು [453,848,959,947]
training-banner [1047,2044,1432,2091]
missing-boy-photo [1309,1829,1427,1977]
brand-english-rest: KANNADA DAILY MORNING [811,172,1150,200]
shanmukhappa-banner [51,1321,435,1390]
survey-body: ವಿಜಯನಗರ(ಹೊಸಪೇಟೆ): ಗೌರವಾನ್ವಿತ ನ್ಯಾಯಮೂರ್ತಿ ಹೆಚ್.ಎನ್. ನಾಗಮೋಹನ್ ದಾಸ್ ಏಕ ಸದಸ್ಯ ವಿಚಾರಣಾ ಆಯೋಗ ಪರಿಶಿಷ್ಟ ಜಾತಿಗಳ ಸಮಗ್ರ ಸಮೀಕ್ಷೆಯನ್ನು ಜಿಲ್ಲೆಯಲ್ಲಿ ಮೂರು ಹಂತಗಳಲ್ಲಿ ಮೇ.2 ರಿಂದ ಆರಂಭಿಸಲಾಗುತ್ತಿದೆ ಎಂದು ಸಮಾಜ ಕಲ್ಯಾಣ ಇಲಾಖೆ ಜಂಟಿ ನಿರ್ದೇಶಕರಾದ ಮಂಜುನಾಥ.ಹೆಚ್.ಎ ತಿಳಿಸಿದ್ದಾರೆ. ಮೊದಲನೇ ಹಂತದಲ್ಲಿ ಮನೆ-ಮನೆ ಸಮೀಕ್ಷೆ ಮೇ.2 ರಿಂದ ಮೇ.17 ರವರೆಗೆ, ಮತಗಟ್ಟೆ ಪ್ರದೇಶವಾರು ವಿಶೇಷ ಶಿಬಿರಗಳಲ್ಲಿ ಸಮೀಕ್ಷೆ ಮೇ.19 ರಿಂದ ಮೇ.23ರವರೆಗೆ ಹಾಗೂ ಸ್ವಯಂ ಘೋಷಣೆ ಮೇ.19 ರಿಂದ ಮೇ.23 ರವರೆಗೆ ಆನ್‌ಲೈನ್‌ನಲ್ಲಿ ಸಮೀಕ್ಷೆ ಕಾರ್ಯವನ್ನು ಕೈಗೊಳ್ಳಲಾಗುವುದು. ಸಾರ್ವಜನಿಕರ ಅನುಕೂಲಕ್ಕಾಗಿ ಈಗಾಗಲೇ ಜಿಲ್ಲಾಮಟ್ಟದಲ್ಲಿ ಜಂಟಿನಿರ್ದೇಶಕರ ಕಚೇರಿ ಸಮಾಜ ಕಲ್ಯಾಣ ಇಲಾಖೆ ಜಿಲ್ಲಾ ವಿಜಯನಗರ ಹಾಗೂ ವಿಧಾನಸಭಾ ಕ್ಷೇತ್ರವಾರು ಸಹಾಯಕ ನಿರ್ದೇಶಕರು ಸಮಾಜ ಕಲ್ಯಾಣ ಇಲಾಖೆ ತಾಲ್ಲೂಕು ಕಚೇರಿಯಲ್ಲಿ ಸಹಾಯವಾಣಿ ತೆರೆಯಲಾಗಿದೆ. ಸಮೀಕ್ಷೆಯ ಕುರಿತು ಯಾವುದೇ ಮಾಹಿತಿ ಪಡೆಯಲು ವಿಜಯನಗರ ರಮೇಶ್ 8095002829, ಹೊಸಪೇಟೆ ನಿಜಲಿಂಗಪ್ಪ 9108777499, ಹಗರಿಬೊಮ್ಮನಹಳ್ಳಿ ಸಮಾಜ ಕಲ್ಯಾಣ ಇಲಾಖೆ ಸಹಾಯಕ ನಿರ್ದೇಶಕರಾದ ಅನಿಲ್‌ಕುಮಾರ್ 9901980762, ಕೂಡ್ಲಿಗಿ ಸಮಾಜ ಕಲ್ಯಾಣ ಇಲಾಖೆ ಸಹಾಯಕ ನಿರ್ದೇಶಕರಾದ ಶಿವಕುಮಾರ 8105909630, ಹಡಗಲಿ ಕಚೇರಿ ಅಧೀಕ್ಷಕರಾದ ಬೋಜರಾಜ 9482608061 ಹರಪನಹಳ್ಳಿ ಸಮಾಜ ಕಲ್ಯಾಣ ಇಲಾಖೆ ಸಹಾಯಕ ನಿರ್ದೇಶಕರಾದ ಗಂಗಪ್ಪ.ಎಲ್.ಆರ್ 973909 4433 ಅಧಿಕಾರಿಗಳನ್ನು ಸಂಪರ್ಕಿಸಬಹುದಾಗಿದೆ ಎಂದು ಪ್ರಕಟಣೆಯಲ್ಲಿ ತಿಳಿಸಿದ್ದಾರೆ. [1049,935,1427,1173]
shanmukhappa-body: ಕಂಪ್ಲಿ: ಮಹಾತ್ಮರ, ಮಹನೀಯರು, ಸಂತರ ಜಯಂತಿಗಳನ್ನು ಪ್ರತಿಯೊಬ್ಬರೂ ಅತ್ಯಂತ ಅರ್ಥಪೂರ್ಣವಾಗಿ ಆಚರಣೆ ಮಾಡಬೇಕೆಂದು ಗ್ರೇಡ್-2 ತಹಶೀಲ್ದಾರ್ ಎಂ.ಆರ್.ಷಣ್ಮುಖಪ್ಪ ಹೇಳಿದರು. ಅವರು ಪಟ್ಟಣದ ತಹಶೀಲ್ದಾರ್ ಕಚೇರಿ ಸಭಾಂಗಣದಲ್ಲಿ ಮೇ.2ರಂದು ಆಚರಣೆ ಮಾಡಲಿರುವ ಶ್ರೀ ಶಂಕರಾಚಾರ್ಯರ ಜಯಂತಿ ಹಾಗೂ ಮೇ.4ರಂದು ಆಚರಿಸಲಿರುವ ಶ್ರೀ ಭಗೀರಥ ಜಯಂತಿಗಳ ಪೂರ್ವಭಾವಿ ಸಭೆಯ ಅಧ್ಯಕ್ಷತೆವಹಿಸಿ ಮಾತನಾಡಿ ಈ ನಾಡಿನಲ್ಲಿ ಅನೇಕ ಮಹಾಂತರು, ಮಹನೀಯರು, ಸಾಧು, ಸಂತರು ತಮ್ಮ ಅಪಾರವಾದ ಜ್ಞಾನ, ಆದರ್ಶ, ತತ್ವಗಳನ್ನು ನಮಗಾಗಿ ಬಿಟ್ಟುಹೋಗಿದ್ದಾರೆ. ಅಂತವರ ಜಯಂತಿಗಳನ್ನು ಅರ್ಥಪೂರ್ಣವಾಗಿ ಆಚರಣೆ ಮಾಡುವ ಅವರಿಗೆ ನಮ್ಮ ಗೌರವಗಳನ್ನು ಸಲ್ಲಿಸುವುದರ ಜೊತೆಗೆ ಅವರ ಆದರ್ಶಗಳನ್ನು ಪ್ರತಿಯೊಬ್ಬರೂ ಅಳವಡಿಸಿಕೊಳ್ಳಬೇಕು ಎಂದರು. ಮೇ.2ರಂದು ಬೆಳಿಗ್ಗೆ 10-30ಕ್ಕೆ ಮತ್ತು ಮೇ.4ರಂದು ಬೆಳಿಗ್ಗೆ 10-30ಕ್ಕೆ ತಹಶೀಲ್ದಾರ್ ಕಚೇರಿ ಸಭಾಂಗಣದಲ್ಲಿ ತಾಲ್ಲೂಕು ಆಡಳಿತದಿಂದ ಜಯಂತಿಗಳನ್ನು ಆಚರಣೆ ಮಾಡಲಾಗುತ್ತಿದ್ದು, ಎಲ್ಲಾ ಸರ್ಕಾರಿ ಇಲಾಖೆಗಳ ಅಧಿಕಾರಿಗಳು ಹಾಗೂ ಸಿಬ್ಬಂದಿಗಳು, ಸಂಘ ಸಂಸ್ಥೆಗಳ ಪದಾಧಿಕಾರಿಗಳು ಭಾಗವಹಿಸಬೇಕೆಂದರು. ಈ ಸಂದರ್ಭದಲ್ಲಿ ತಾ.ಪಂ.ಇಒ ಆರ್.ಕೆ.ಶ್ರೀಕುಮಾರ್, ಶಿರಸ್ತೇದಾರ ಎಸ್.ರಮೇಶ್, ವಿವಿಧ ಇಲಾಖೆಗಳ ಅಧಿಕಾರಿಗಳು, ಉಪಸ್ಥಿತರಿದ್ದರು. [51,1559,435,1733]
ootakanur-byline: ವಿಜಯನಗರವಾಣಿ ಸುದ್ದಿ [449,320,533,333]
seers-illustration [852,329,1429,618]
ootakanur-photo-main [851,329,1429,619]
survey-banner [1047,839,1432,931]
ootakanur-body-continued-2: ಸಂದೇಶವನ್ನು ಜಗತ್ತಿಗೆ ಕೊಟ್ಟಂತ ನಮ್ಮ ದೇಶ ಭಾರತೀಯರು ಹೆಮ್ಮೆ ಪಡುವಂತಹ ವಿಚಾರ ಎಂದು ಅಭಿಪ್ರಾಯ ನೀಡಿದರು. ಮಠದ ಮರಿಬಸವರಾಜ ದೇಶೀಕೇಂದ್ರ, ಮಾಜಿ ಶಾಸಕ ಪ್ರತಾಪಗೌಡ ಪಾಟೀಲ್, ಜ್ಞಾನ, ತಂತ್ರಜ್ಞಾನ ಮತ್ತು ಸಣ್ಣ ನೀರಾವರಿ ಸಚಿವರಾದ ಎನ್ ಎಸ್ ಬೋಸರಾಜು ಮಾತನಾಡಿದರು. ಈ ಸಂದರ್ಭದಲ್ಲಿ ಶಾಸಕರಾದ ಜಿ ಹಂಪಯ್ಯ ನಾಯಕ್, ಹಂಪನಗೌಡ ಬಾದರ್ಲಿ, ಮಾಜಿ ಸಚಿವರು ಮತ್ತು ಶಾಸಕ ವೆಂಕಟರಾವ ನಾಡಗೌಡ, ಮಾಜಿ ಶಾಸಕ ಬಸನಗೌಡ ಬ್ಯಾಗವಾಟ, ರೈತ ಮುಖಂಡರಾದ ಹನುಮನಗೌಡ ಬೆಳಗುರ್ಕಿ ಇನ್ನಿತರರು ವೇದಿಕೆಯಲ್ಲಿ ಉಪಸ್ಥಿತರಿದ್ದರು. [1136,628,1428,738]
missing-boy-banner [1047,1778,1432,1828]
dignitaries-illustration [450,956,1034,1184]
ootakanur-banner [447,241,1429,313]
pattadhikara-banner [447,839,1036,948]
training-headline: ವೃತ್ತಿ ತರಬೇತಿಗೆ ಅರ್ಹ ಮಹಿಳೆಯಿಂದ ಅರ್ಜಿ ಆಹ್ವಾನ [1055,2053,1377,2074]
